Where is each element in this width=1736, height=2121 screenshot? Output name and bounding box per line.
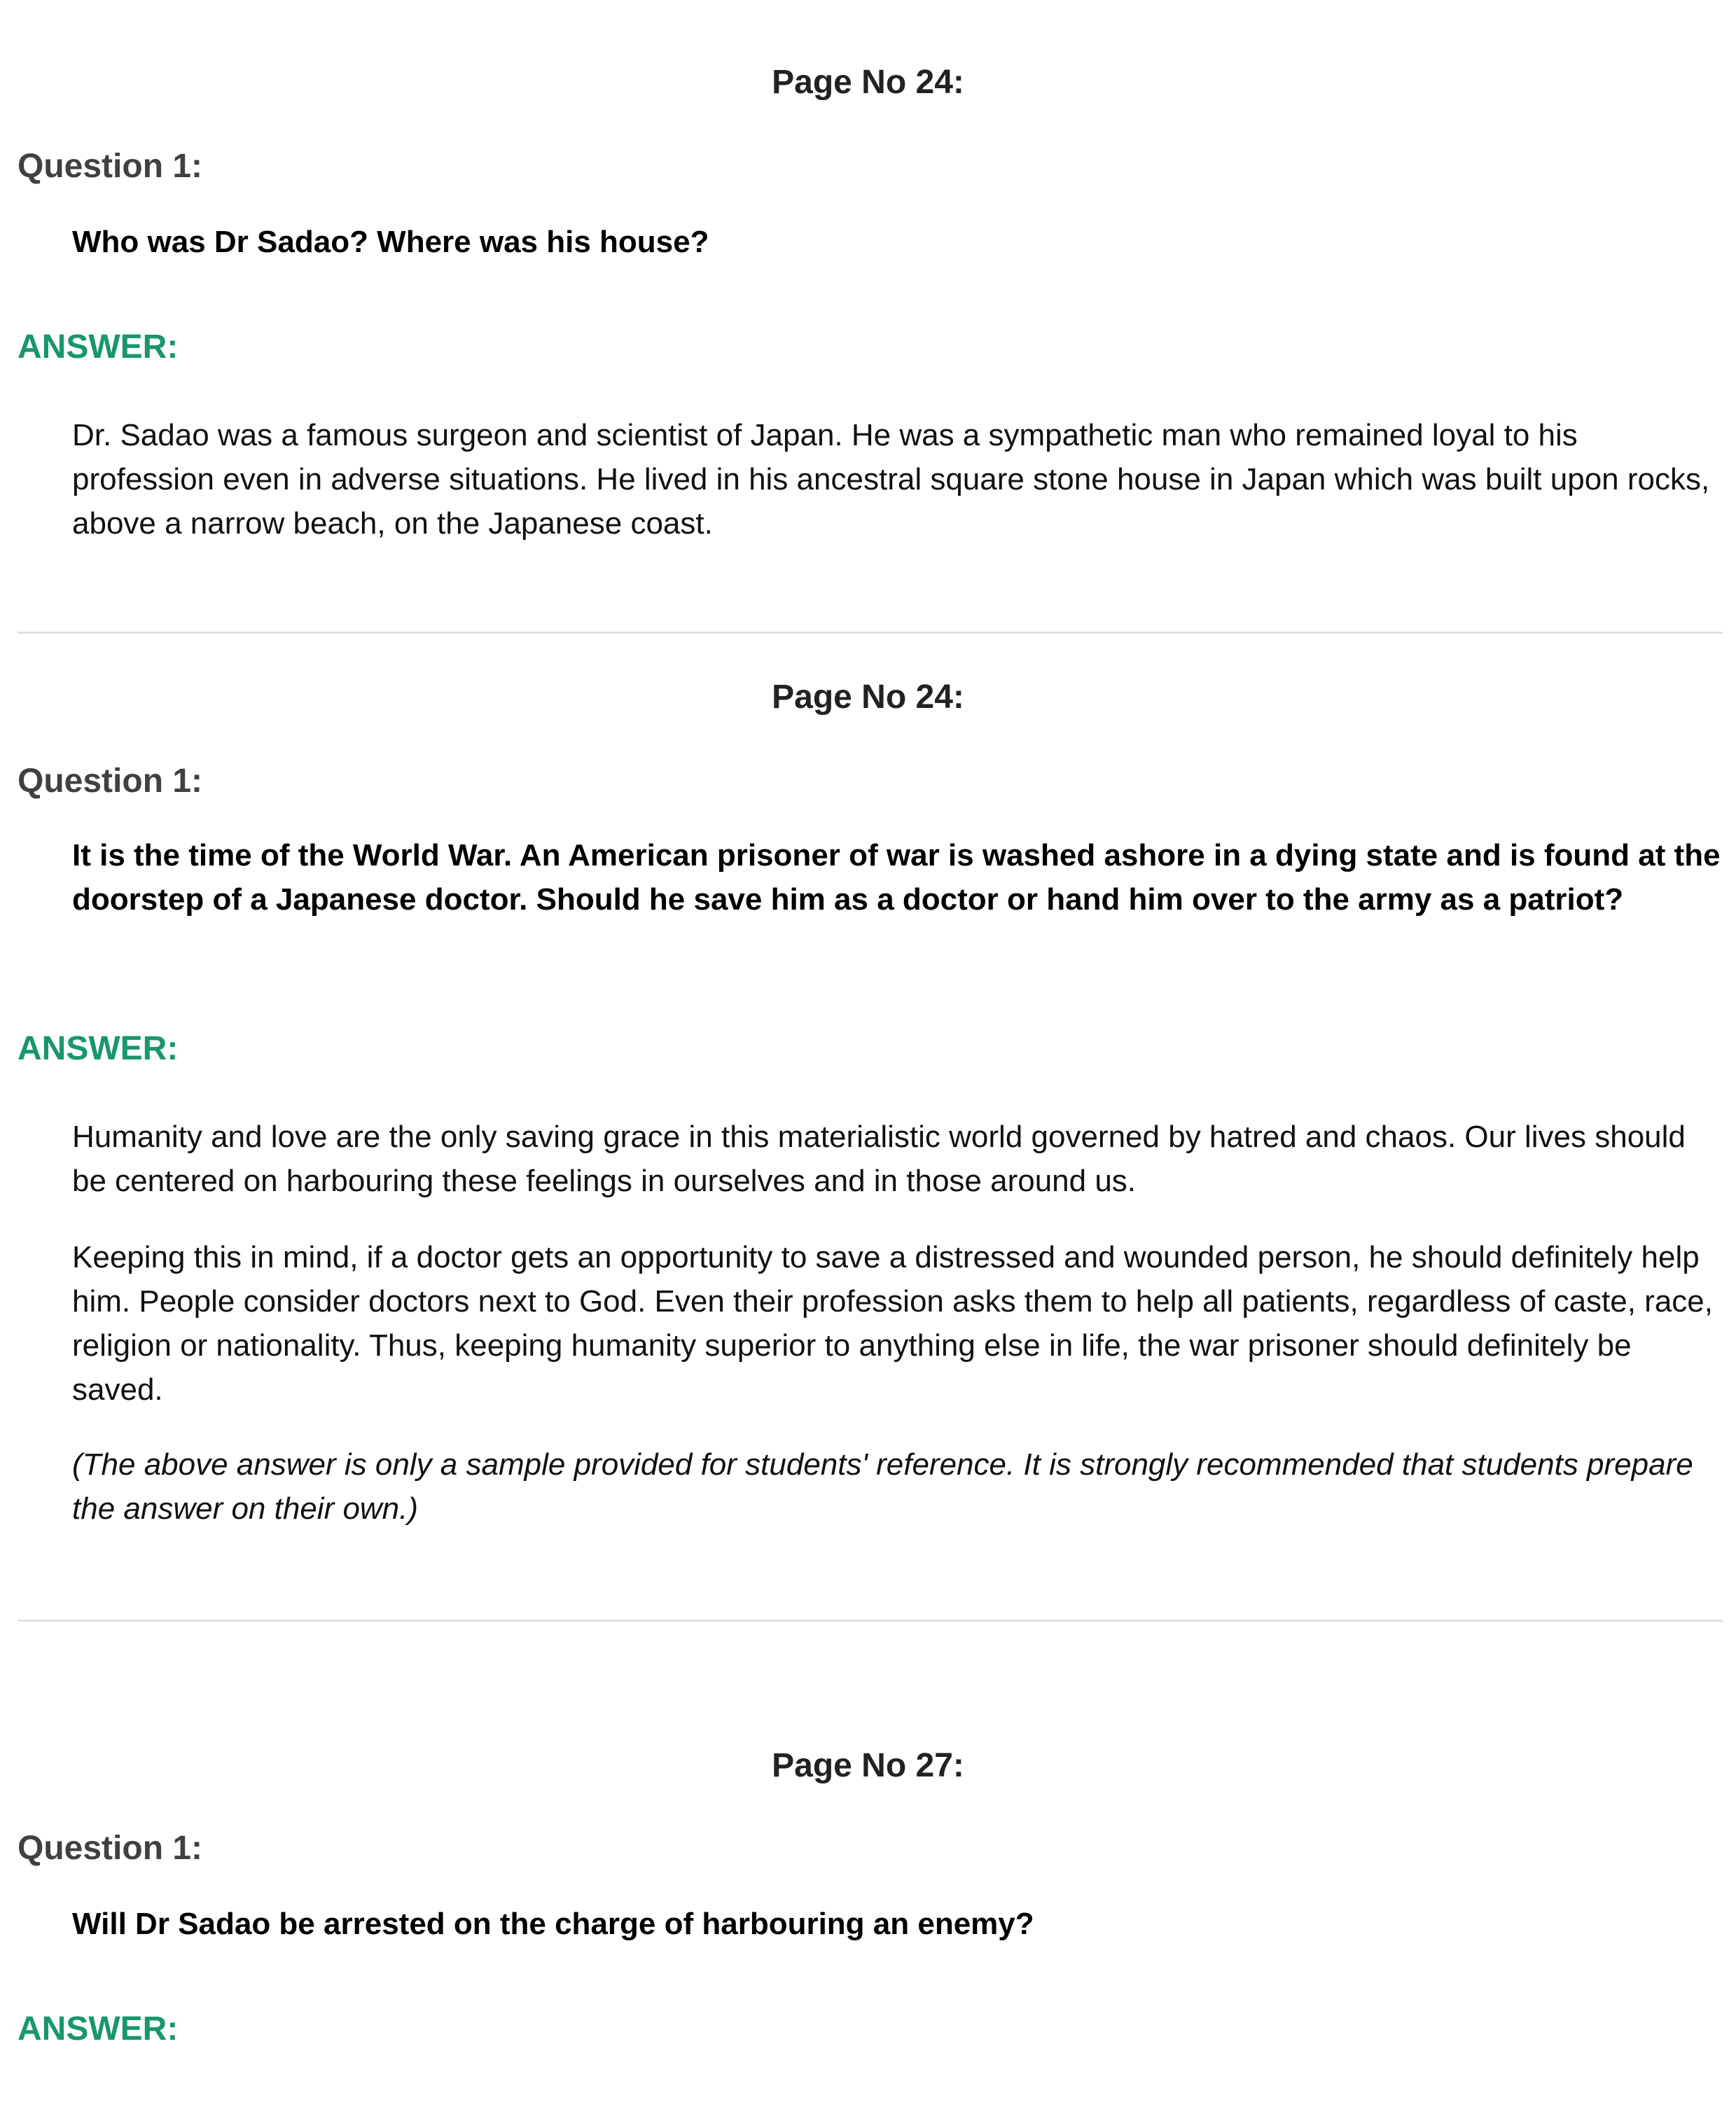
- answer-paragraph: Humanity and love are the only saving grace in this materialistic world governed by hatred and chaos. Our lives should be centered on harbouring these feelings in ourselves and in those around us.: [72, 1120, 1686, 1198]
- section-divider: [18, 632, 1723, 634]
- question-text: Will Dr Sadao be arrested on the charge of harbouring an enemy?: [72, 1907, 1034, 1941]
- page-number-heading: Page No 24:: [772, 679, 964, 716]
- answer-label: ANSWER:: [18, 1030, 179, 1067]
- question-label: Question 1:: [18, 1830, 203, 1867]
- question-label: Question 1:: [18, 763, 203, 800]
- question-text: It is the time of the World War. An American prisoner of war is washed ashore in a dying state and is found at the doorstep of a Japanese doctor. Should he save him as a doctor or hand him over to the army as a patriot?: [72, 838, 1721, 917]
- answer-paragraph: Keeping this in mind, if a doctor gets an opportunity to save a distressed and wounded person, he should definitely help him. People consider doctors next to God. Even their profession asks them to help all patients, regardless of caste, race, religion or nationality. Thus, keeping humanity superior to anything else in life, the war prisoner should definitely be saved.: [72, 1240, 1713, 1407]
- page-number-heading: Page No 27:: [772, 1747, 964, 1784]
- answer-label: ANSWER:: [18, 2010, 179, 2047]
- answer-label: ANSWER:: [18, 328, 179, 366]
- answer-note: (The above answer is only a sample provided for students' reference. It is strongly recommended that students prepare the answer on their own.): [72, 1447, 1693, 1526]
- question-text: Who was Dr Sadao? Where was his house?: [72, 225, 709, 259]
- page-number-heading: Page No 24:: [772, 64, 964, 101]
- question-label: Question 1:: [18, 148, 203, 185]
- section-divider: [18, 1620, 1723, 1622]
- answer-paragraph: Dr. Sadao was a famous surgeon and scientist of Japan. He was a sympathetic man who remained loyal to his profession even in adverse situations. He lived in his ancestral square stone house in Japan which was built upon rocks, above a narrow beach, on the Japanese coast.: [72, 418, 1710, 541]
